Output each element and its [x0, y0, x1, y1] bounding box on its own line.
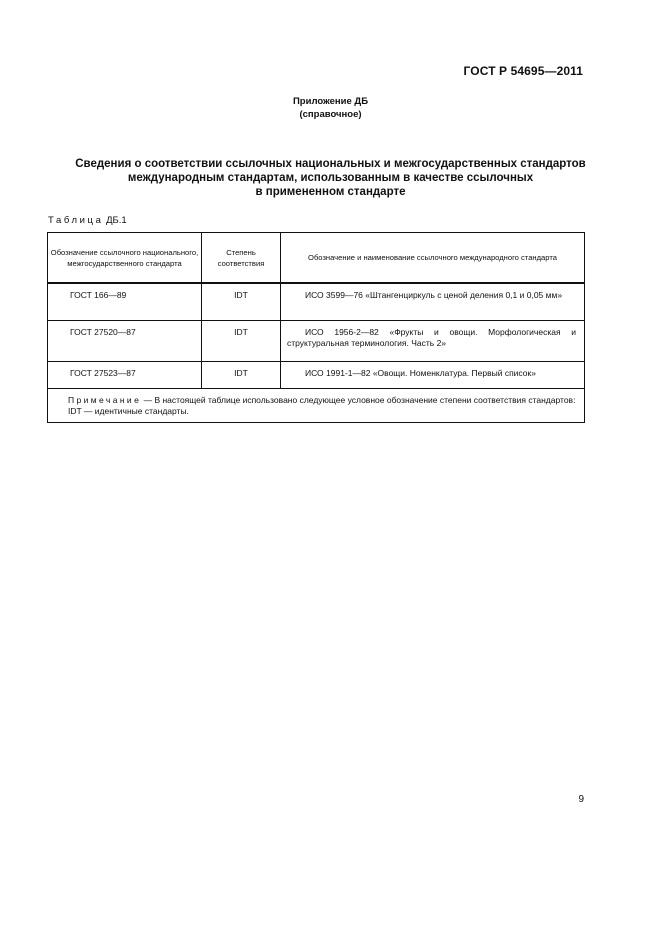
- table-row: [48, 283, 585, 321]
- table-row: [48, 362, 585, 389]
- cell-international-standard: ИСО 1991-1—82 «Овощи. Номенклатура. Первый список»: [281, 362, 585, 389]
- table-caption-prefix: Таблица: [48, 215, 104, 226]
- cell-international-standard: ИСО 3599—76 «Штангенциркуль с ценой деления 0,1 и 0,05 мм»: [281, 283, 585, 321]
- appendix-heading: [0, 95, 661, 121]
- note-line-1: [56, 395, 576, 406]
- section-title: [40, 157, 621, 199]
- appendix-title: Приложение ДБ: [292, 96, 369, 107]
- header-national-standard: Обозначение ссылочного национального, межгосударственного стандарта: [48, 233, 202, 284]
- cell-national-standard: ГОСТ 27523—87: [48, 362, 202, 389]
- cell-international-standard: ИСО 1956-2—82 «Фрукты и овощи. Морфологическая и структуральная терминология. Часть 2»: [281, 321, 585, 362]
- header-conformity-degree: Степень соответствия: [202, 233, 281, 284]
- table-caption-number: ДБ.1: [106, 215, 127, 226]
- page-number: 9: [578, 794, 584, 805]
- conformity-table: [47, 232, 585, 423]
- table-note: [48, 389, 585, 423]
- table-note-row: [48, 389, 585, 423]
- table-row: [48, 321, 585, 362]
- appendix-subtitle: (справочное): [299, 109, 362, 120]
- cell-conformity-degree: IDT: [202, 362, 281, 389]
- cell-conformity-degree: IDT: [202, 283, 281, 321]
- cell-national-standard: ГОСТ 27520—87: [48, 321, 202, 362]
- note-label: Примечание: [68, 395, 142, 405]
- table-header-row: [48, 233, 585, 284]
- document-code: ГОСТ Р 54695—2011: [463, 64, 583, 78]
- table-caption: [48, 215, 127, 226]
- cell-national-standard: ГОСТ 166—89: [48, 283, 202, 321]
- section-title-line-1: Сведения о соответствии ссылочных национальных и межгосударственных стандартов: [75, 158, 586, 170]
- section-title-line-3: в примененном стандарте: [255, 186, 406, 198]
- note-text: — В настоящей таблице использовано следующее условное обозначение степени соответствия стандартов:: [143, 395, 576, 405]
- note-line-2: IDT — идентичные стандарты.: [68, 406, 189, 416]
- header-international-standard: Обозначение и наименование ссылочного международного стандарта: [281, 233, 585, 284]
- section-title-line-2: международным стандартам, использованным в качестве ссылочных: [127, 172, 534, 184]
- cell-conformity-degree: IDT: [202, 321, 281, 362]
